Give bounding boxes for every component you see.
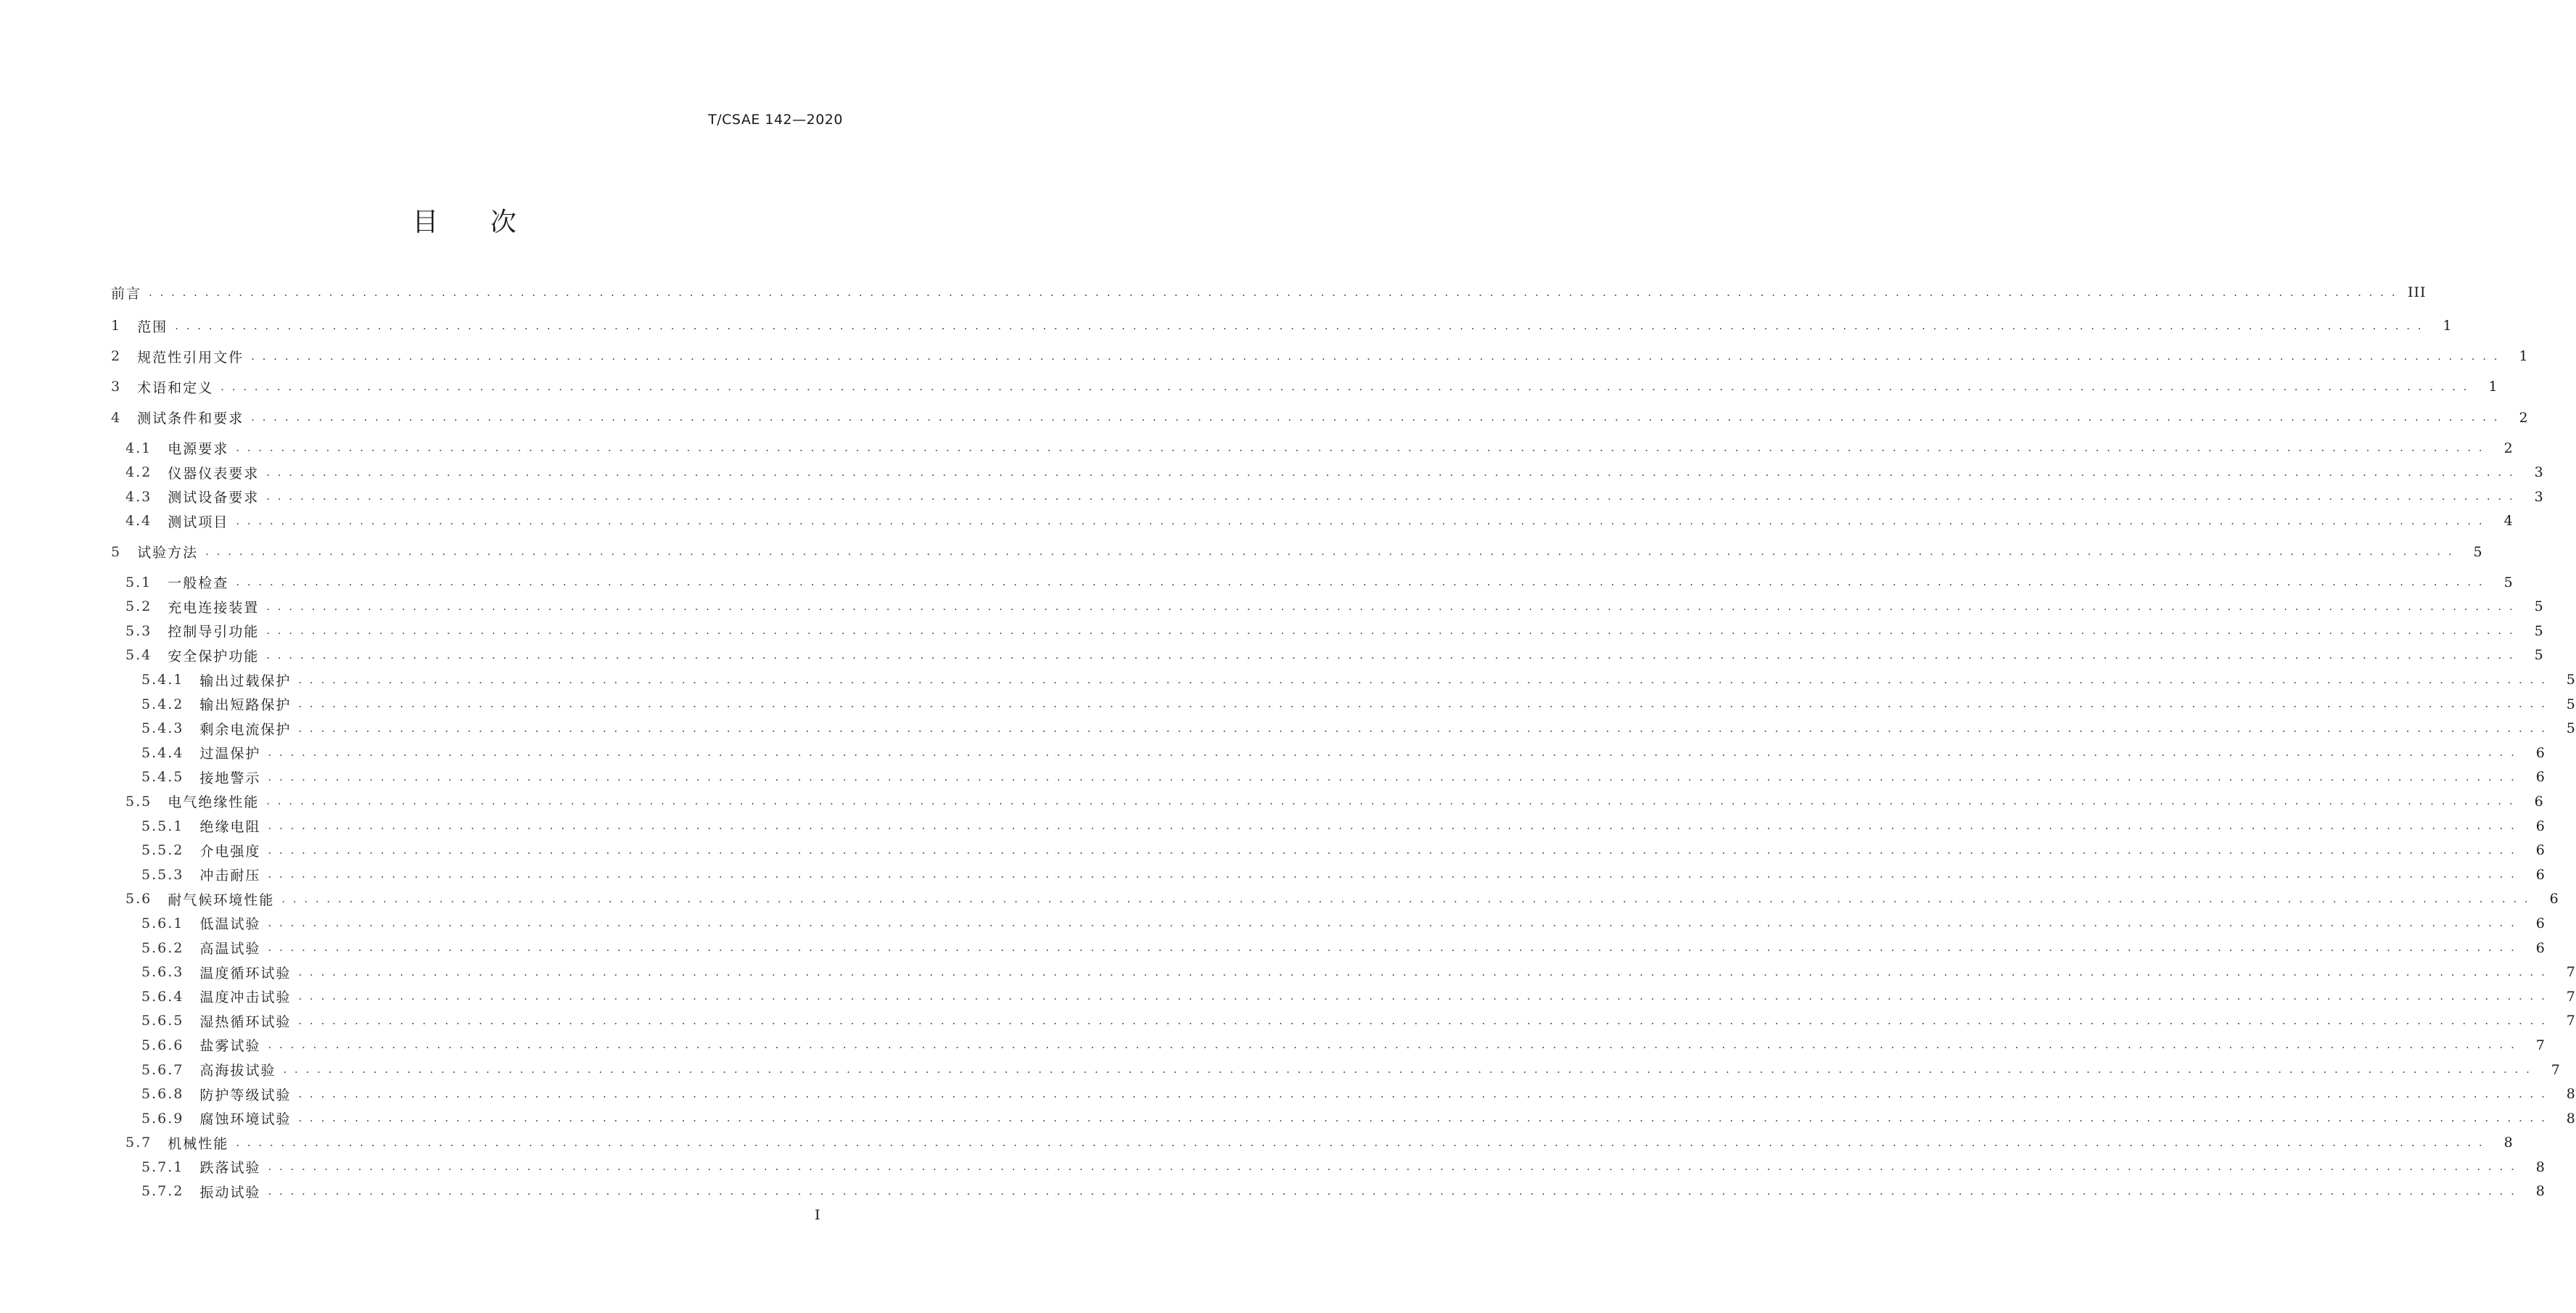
toc-entry-label: 范围 <box>137 318 168 335</box>
toc-entry-page: 6 <box>2535 769 2546 786</box>
toc-entry[interactable] <box>111 1155 2546 1180</box>
toc-entry-page: 5 <box>2566 720 2576 737</box>
toc-entry-label: 接地警示 <box>199 770 261 786</box>
toc-entry-label: 测试项目 <box>168 514 229 530</box>
toc-entry-number: 5.6.5 <box>141 1013 184 1029</box>
toc-entry-label: 过温保护 <box>199 746 261 762</box>
toc-entry-number: 5.6.6 <box>141 1037 184 1053</box>
toc-entry-number: 5.2 <box>125 598 152 615</box>
toc-entry-label: 安全保护功能 <box>168 648 260 664</box>
toc-entry-label: 控制导引功能 <box>168 624 260 641</box>
toc-entry-page: 6 <box>2534 793 2544 810</box>
toc-entry-number: 5.4.4 <box>141 744 184 761</box>
toc-entry[interactable] <box>111 960 2576 984</box>
toc-entry-page: 6 <box>2535 818 2546 834</box>
dot-leader: . . . . . . . . . . . . . . . . . . . . . . . . . . . . . . . . . . . . . . . . . . . . . . . . . . . . . . . . . . . . . . . . . . . . . . . . . . . . . . . . . . . . . . . . . . . . . . . . . . . . . . . . . . . . . . . . . . . . . . . . . . . . . . . . . . . . . . . . . . . . . . . . . . . . . . . . . . . . . . . . . . . . . . . . . . . . . . . . . . . . . . . . . . . . . . . . . . . . . . . . <box>298 1111 2547 1125</box>
table-of-contents <box>111 277 2576 1203</box>
toc-entry-number: 4.1 <box>125 440 152 456</box>
toc-entry-number: 5.1 <box>125 574 152 590</box>
toc-entry-label: 一般检查 <box>168 575 229 592</box>
dot-leader: . . . . . . . . . . . . . . . . . . . . . . . . . . . . . . . . . . . . . . . . . . . . . . . . . . . . . . . . . . . . . . . . . . . . . . . . . . . . . . . . . . . . . . . . . . . . . . . . . . . . . . . . . . . . . . . . . . . . . . . . . . . . . . . . . . . . . . . . . . . . . . . . . . . . . . . . . . . . . . . . . . . . . . . . . . . . . . . . . . . . . . . . . . . . . . . . . . . . . . . . <box>298 989 2547 1003</box>
dot-leader: . . . . . . . . . . . . . . . . . . . . . . . . . . . . . . . . . . . . . . . . . . . . . . . . . . . . . . . . . . . . . . . . . . . . . . . . . . . . . . . . . . . . . . . . . . . . . . . . . . . . . . . . . . . . . . . . . . . . . . . . . . . . . . . . . . . . . . . . . . . . . . . . . . . . . . . . . . . . . . . . . . . . . . . . . . . . . . . . . . . . . . . . . . . . . . . . . . . . . . . . <box>221 379 2469 393</box>
toc-entry-page: 3 <box>2534 464 2544 481</box>
toc-entry-label: 高海拔试验 <box>199 1063 276 1079</box>
dot-leader: . . . . . . . . . . . . . . . . . . . . . . . . . . . . . . . . . . . . . . . . . . . . . . . . . . . . . . . . . . . . . . . . . . . . . . . . . . . . . . . . . . . . . . . . . . . . . . . . . . . . . . . . . . . . . . . . . . . . . . . . . . . . . . . . . . . . . . . . . . . . . . . . . . . . . . . . . . . . . . . . . . . . . . . . . . . . . . . . . . . . . . . . . . . . . . . . . . . . . . . . <box>268 746 2517 760</box>
toc-entry-label: 腐蚀环境试验 <box>199 1111 292 1128</box>
dot-leader: . . . . . . . . . . . . . . . . . . . . . . . . . . . . . . . . . . . . . . . . . . . . . . . . . . . . . . . . . . . . . . . . . . . . . . . . . . . . . . . . . . . . . . . . . . . . . . . . . . . . . . . . . . . . . . . . . . . . . . . . . . . . . . . . . . . . . . . . . . . . . . . . . . . . . . . . . . . . . . . . . . . . . . . . . . . . . . . . . . . . . . . . . . . . . . . . . . . . . . . . <box>298 1087 2547 1100</box>
dot-leader: . . . . . . . . . . . . . . . . . . . . . . . . . . . . . . . . . . . . . . . . . . . . . . . . . . . . . . . . . . . . . . . . . . . . . . . . . . . . . . . . . . . . . . . . . . . . . . . . . . . . . . . . . . . . . . . . . . . . . . . . . . . . . . . . . . . . . . . . . . . . . . . . . . . . . . . . . . . . . . . . . . . . . . . . . . . . . . . . . . . . . . . . . . . . . . . . . . . . . . . . <box>266 624 2515 638</box>
dot-leader: . . . . . . . . . . . . . . . . . . . . . . . . . . . . . . . . . . . . . . . . . . . . . . . . . . . . . . . . . . . . . . . . . . . . . . . . . . . . . . . . . . . . . . . . . . . . . . . . . . . . . . . . . . . . . . . . . . . . . . . . . . . . . . . . . . . . . . . . . . . . . . . . . . . . . . . . . . . . . . . . . . . . . . . . . . . . . . . . . . . . . . . . . . . . . . . . . . . . . . . . <box>268 819 2517 833</box>
toc-entry[interactable] <box>111 789 2544 814</box>
toc-entry-number: 1 <box>111 318 122 334</box>
toc-entry[interactable] <box>111 984 2576 1009</box>
dot-leader: . . . . . . . . . . . . . . . . . . . . . . . . . . . . . . . . . . . . . . . . . . . . . . . . . . . . . . . . . . . . . . . . . . . . . . . . . . . . . . . . . . . . . . . . . . . . . . . . . . . . . . . . . . . . . . . . . . . . . . . . . . . . . . . . . . . . . . . . . . . . . . . . . . . . . . . . . . . . . . . . . . . . . . . . . . . . . . . . . . . . . . . . . . . . . . . . . . . . . . . . <box>266 490 2515 503</box>
toc-entry-number: 5.5.3 <box>141 866 184 883</box>
toc-entry[interactable] <box>111 1106 2576 1131</box>
toc-entry[interactable] <box>111 1058 2561 1082</box>
dot-leader: . . . . . . . . . . . . . . . . . . . . . . . . . . . . . . . . . . . . . . . . . . . . . . . . . . . . . . . . . . . . . . . . . . . . . . . . . . . . . . . . . . . . . . . . . . . . . . . . . . . . . . . . . . . . . . . . . . . . . . . . . . . . . . . . . . . . . . . . . . . . . . . . . . . . . . . . . . . . . . . . . . . . . . . . . . . . . . . . . . . . . . . . . . . . . . . . . . . . . . . . <box>298 1013 2547 1027</box>
toc-entry[interactable] <box>111 540 2483 564</box>
toc-entry-label: 输出短路保护 <box>199 697 292 714</box>
toc-entry-label: 测试设备要求 <box>168 490 260 506</box>
toc-entry-number: 4.2 <box>125 464 152 481</box>
dot-leader: . . . . . . . . . . . . . . . . . . . . . . . . . . . . . . . . . . . . . . . . . . . . . . . . . . . . . . . . . . . . . . . . . . . . . . . . . . . . . . . . . . . . . . . . . . . . . . . . . . . . . . . . . . . . . . . . . . . . . . . . . . . . . . . . . . . . . . . . . . . . . . . . . . . . . . . . . . . . . . . . . . . . . . . . . . . . . . . . . . . . . . . . . . . . . . . . . . . . . . . . <box>266 794 2515 808</box>
toc-entry-page: III <box>2407 284 2427 300</box>
toc-entry-page: 3 <box>2534 488 2544 505</box>
toc-entry-page: 5 <box>2473 543 2483 560</box>
toc-entry[interactable] <box>111 692 2576 717</box>
toc-entry-label: 绝缘电阻 <box>199 819 261 836</box>
toc-entry-number: 5.4.5 <box>141 769 184 786</box>
toc-entry-label: 试验方法 <box>137 545 199 561</box>
toc-entry[interactable] <box>111 375 2498 400</box>
toc-entry[interactable] <box>111 643 2544 668</box>
toc-entry[interactable] <box>111 345 2529 369</box>
dot-leader: . . . . . . . . . . . . . . . . . . . . . . . . . . . . . . . . . . . . . . . . . . . . . . . . . . . . . . . . . . . . . . . . . . . . . . . . . . . . . . . . . . . . . . . . . . . . . . . . . . . . . . . . . . . . . . . . . . . . . . . . . . . . . . . . . . . . . . . . . . . . . . . . . . . . . . . . . . . . . . . . . . . . . . . . . . . . . . . . . . . . . . . . . . . . . . . . . . . . . . . . <box>175 318 2424 332</box>
toc-entry-label: 测试条件和要求 <box>137 411 244 427</box>
toc-entry-label: 剩余电流保护 <box>199 721 292 738</box>
toc-entry[interactable] <box>111 509 2514 534</box>
toc-entry-page: 6 <box>2535 842 2546 859</box>
toc-entry-number: 5.6 <box>125 891 152 907</box>
toc-entry-label: 电气绝缘性能 <box>168 794 260 811</box>
dot-leader: . . . . . . . . . . . . . . . . . . . . . . . . . . . . . . . . . . . . . . . . . . . . . . . . . . . . . . . . . . . . . . . . . . . . . . . . . . . . . . . . . . . . . . . . . . . . . . . . . . . . . . . . . . . . . . . . . . . . . . . . . . . . . . . . . . . . . . . . . . . . . . . . . . . . . . . . . . . . . . . . . . . . . . . . . . . . . . . . . . . . . . . . . . . . . . . . . . . . . . . . <box>283 1063 2532 1077</box>
toc-entry-label: 耐气候环境性能 <box>168 892 275 908</box>
page-number: I <box>815 1207 820 1223</box>
toc-entry-label: 温度循环试验 <box>199 965 292 981</box>
toc-entry-label: 振动试验 <box>199 1184 261 1201</box>
toc-entry-page: 1 <box>2488 379 2498 395</box>
toc-entry-number: 5.4.2 <box>141 696 184 712</box>
dot-leader: . . . . . . . . . . . . . . . . . . . . . . . . . . . . . . . . . . . . . . . . . . . . . . . . . . . . . . . . . . . . . . . . . . . . . . . . . . . . . . . . . . . . . . . . . . . . . . . . . . . . . . . . . . . . . . . . . . . . . . . . . . . . . . . . . . . . . . . . . . . . . . . . . . . . . . . . . . . . . . . . . . . . . . . . . . . . . . . . . . . . . . . . . . . . . . . . . . . . . . . . <box>149 285 2398 299</box>
toc-entry-label: 机械性能 <box>168 1135 229 1152</box>
toc-entry[interactable] <box>111 436 2514 461</box>
toc-entry[interactable] <box>111 594 2544 619</box>
toc-entry-label: 仪器仪表要求 <box>168 465 260 482</box>
dot-leader: . . . . . . . . . . . . . . . . . . . . . . . . . . . . . . . . . . . . . . . . . . . . . . . . . . . . . . . . . . . . . . . . . . . . . . . . . . . . . . . . . . . . . . . . . . . . . . . . . . . . . . . . . . . . . . . . . . . . . . . . . . . . . . . . . . . . . . . . . . . . . . . . . . . . . . . . . . . . . . . . . . . . . . . . . . . . . . . . . . . . . . . . . . . . . . . . . . . . . . . . <box>268 916 2517 930</box>
toc-entry-number: 5.6.7 <box>141 1061 184 1078</box>
dot-leader: . . . . . . . . . . . . . . . . . . . . . . . . . . . . . . . . . . . . . . . . . . . . . . . . . . . . . . . . . . . . . . . . . . . . . . . . . . . . . . . . . . . . . . . . . . . . . . . . . . . . . . . . . . . . . . . . . . . . . . . . . . . . . . . . . . . . . . . . . . . . . . . . . . . . . . . . . . . . . . . . . . . . . . . . . . . . . . . . . . . . . . . . . . . . . . . . . . . . . . . . <box>298 672 2547 686</box>
dot-leader: . . . . . . . . . . . . . . . . . . . . . . . . . . . . . . . . . . . . . . . . . . . . . . . . . . . . . . . . . . . . . . . . . . . . . . . . . . . . . . . . . . . . . . . . . . . . . . . . . . . . . . . . . . . . . . . . . . . . . . . . . . . . . . . . . . . . . . . . . . . . . . . . . . . . . . . . . . . . . . . . . . . . . . . . . . . . . . . . . . . . . . . . . . . . . . . . . . . . . . . . <box>281 892 2530 905</box>
toc-entry-page: 8 <box>2503 1135 2514 1151</box>
toc-entry-page: 7 <box>2551 1061 2561 1078</box>
page-title: 目 次 <box>412 207 538 237</box>
toc-entry-page: 1 <box>2443 318 2453 334</box>
toc-entry-label: 温度冲击试验 <box>199 989 292 1006</box>
toc-entry[interactable] <box>111 570 2514 595</box>
toc-entry-label: 跌落试验 <box>199 1160 261 1177</box>
dot-leader: . . . . . . . . . . . . . . . . . . . . . . . . . . . . . . . . . . . . . . . . . . . . . . . . . . . . . . . . . . . . . . . . . . . . . . . . . . . . . . . . . . . . . . . . . . . . . . . . . . . . . . . . . . . . . . . . . . . . . . . . . . . . . . . . . . . . . . . . . . . . . . . . . . . . . . . . . . . . . . . . . . . . . . . . . . . . . . . . . . . . . . . . . . . . . . . . . . . . . . . . <box>251 349 2500 363</box>
dot-leader: . . . . . . . . . . . . . . . . . . . . . . . . . . . . . . . . . . . . . . . . . . . . . . . . . . . . . . . . . . . . . . . . . . . . . . . . . . . . . . . . . . . . . . . . . . . . . . . . . . . . . . . . . . . . . . . . . . . . . . . . . . . . . . . . . . . . . . . . . . . . . . . . . . . . . . . . . . . . . . . . . . . . . . . . . . . . . . . . . . . . . . . . . . . . . . . . . . . . . . . . <box>236 441 2485 455</box>
toc-entry-label: 高温试验 <box>199 941 261 958</box>
dot-leader: . . . . . . . . . . . . . . . . . . . . . . . . . . . . . . . . . . . . . . . . . . . . . . . . . . . . . . . . . . . . . . . . . . . . . . . . . . . . . . . . . . . . . . . . . . . . . . . . . . . . . . . . . . . . . . . . . . . . . . . . . . . . . . . . . . . . . . . . . . . . . . . . . . . . . . . . . . . . . . . . . . . . . . . . . . . . . . . . . . . . . . . . . . . . . . . . . . . . . . . . <box>268 1038 2517 1052</box>
toc-entry[interactable] <box>111 1131 2514 1156</box>
dot-leader: . . . . . . . . . . . . . . . . . . . . . . . . . . . . . . . . . . . . . . . . . . . . . . . . . . . . . . . . . . . . . . . . . . . . . . . . . . . . . . . . . . . . . . . . . . . . . . . . . . . . . . . . . . . . . . . . . . . . . . . . . . . . . . . . . . . . . . . . . . . . . . . . . . . . . . . . . . . . . . . . . . . . . . . . . . . . . . . . . . . . . . . . . . . . . . . . . . . . . . . . <box>205 545 2454 559</box>
toc-entry[interactable] <box>111 741 2546 765</box>
toc-entry-number: 5.7.1 <box>141 1158 184 1175</box>
dot-leader: . . . . . . . . . . . . . . . . . . . . . . . . . . . . . . . . . . . . . . . . . . . . . . . . . . . . . . . . . . . . . . . . . . . . . . . . . . . . . . . . . . . . . . . . . . . . . . . . . . . . . . . . . . . . . . . . . . . . . . . . . . . . . . . . . . . . . . . . . . . . . . . . . . . . . . . . . . . . . . . . . . . . . . . . . . . . . . . . . . . . . . . . . . . . . . . . . . . . . . . . <box>268 843 2517 857</box>
toc-entry-number: 5 <box>111 543 122 560</box>
toc-entry-number: 5.4 <box>125 647 152 664</box>
dot-leader: . . . . . . . . . . . . . . . . . . . . . . . . . . . . . . . . . . . . . . . . . . . . . . . . . . . . . . . . . . . . . . . . . . . . . . . . . . . . . . . . . . . . . . . . . . . . . . . . . . . . . . . . . . . . . . . . . . . . . . . . . . . . . . . . . . . . . . . . . . . . . . . . . . . . . . . . . . . . . . . . . . . . . . . . . . . . . . . . . . . . . . . . . . . . . . . . . . . . . . . . <box>268 1184 2517 1198</box>
dot-leader: . . . . . . . . . . . . . . . . . . . . . . . . . . . . . . . . . . . . . . . . . . . . . . . . . . . . . . . . . . . . . . . . . . . . . . . . . . . . . . . . . . . . . . . . . . . . . . . . . . . . . . . . . . . . . . . . . . . . . . . . . . . . . . . . . . . . . . . . . . . . . . . . . . . . . . . . . . . . . . . . . . . . . . . . . . . . . . . . . . . . . . . . . . . . . . . . . . . . . . . . <box>266 599 2515 613</box>
toc-entry[interactable] <box>111 485 2544 509</box>
dot-leader: . . . . . . . . . . . . . . . . . . . . . . . . . . . . . . . . . . . . . . . . . . . . . . . . . . . . . . . . . . . . . . . . . . . . . . . . . . . . . . . . . . . . . . . . . . . . . . . . . . . . . . . . . . . . . . . . . . . . . . . . . . . . . . . . . . . . . . . . . . . . . . . . . . . . . . . . . . . . . . . . . . . . . . . . . . . . . . . . . . . . . . . . . . . . . . . . . . . . . . . . <box>298 965 2547 979</box>
toc-entry-label: 防护等级试验 <box>199 1087 292 1103</box>
toc-entry-number: 5.6.2 <box>141 939 184 956</box>
dot-leader: . . . . . . . . . . . . . . . . . . . . . . . . . . . . . . . . . . . . . . . . . . . . . . . . . . . . . . . . . . . . . . . . . . . . . . . . . . . . . . . . . . . . . . . . . . . . . . . . . . . . . . . . . . . . . . . . . . . . . . . . . . . . . . . . . . . . . . . . . . . . . . . . . . . . . . . . . . . . . . . . . . . . . . . . . . . . . . . . . . . . . . . . . . . . . . . . . . . . . . . . <box>268 868 2517 881</box>
toc-entry-label: 充电连接装置 <box>168 599 260 616</box>
toc-entry[interactable] <box>111 1033 2546 1058</box>
toc-entry-number: 5.3 <box>125 622 152 639</box>
toc-entry-number: 5.5.1 <box>141 818 184 834</box>
toc-entry[interactable] <box>111 838 2546 863</box>
dot-leader: . . . . . . . . . . . . . . . . . . . . . . . . . . . . . . . . . . . . . . . . . . . . . . . . . . . . . . . . . . . . . . . . . . . . . . . . . . . . . . . . . . . . . . . . . . . . . . . . . . . . . . . . . . . . . . . . . . . . . . . . . . . . . . . . . . . . . . . . . . . . . . . . . . . . . . . . . . . . . . . . . . . . . . . . . . . . . . . . . . . . . . . . . . . . . . . . . . . . . . . . <box>251 411 2500 424</box>
toc-entry-label: 冲击耐压 <box>199 868 261 884</box>
toc-entry-page: 7 <box>2535 1037 2546 1053</box>
toc-entry-page: 6 <box>2535 744 2546 761</box>
toc-entry-number: 4.4 <box>125 513 152 530</box>
toc-entry[interactable] <box>111 716 2576 741</box>
toc-entry-page: 8 <box>2535 1183 2546 1200</box>
toc-entry-label: 湿热循环试验 <box>199 1013 292 1030</box>
toc-entry[interactable] <box>111 314 2453 339</box>
toc-entry-page: 5 <box>2503 574 2514 590</box>
dot-leader: . . . . . . . . . . . . . . . . . . . . . . . . . . . . . . . . . . . . . . . . . . . . . . . . . . . . . . . . . . . . . . . . . . . . . . . . . . . . . . . . . . . . . . . . . . . . . . . . . . . . . . . . . . . . . . . . . . . . . . . . . . . . . . . . . . . . . . . . . . . . . . . . . . . . . . . . . . . . . . . . . . . . . . . . . . . . . . . . . . . . . . . . . . . . . . . . . . . . . . . . <box>236 1135 2485 1149</box>
toc-entry-page: 5 <box>2534 622 2544 639</box>
toc-entry[interactable] <box>111 863 2546 887</box>
toc-entry-number: 5.4.1 <box>141 672 184 688</box>
toc-entry[interactable] <box>111 887 2559 912</box>
toc-entry-page: 2 <box>2503 440 2514 456</box>
toc-entry-page: 8 <box>2535 1158 2546 1175</box>
toc-entry-number: 5.5 <box>125 793 152 810</box>
toc-entry-page: 5 <box>2534 647 2544 664</box>
toc-entry-label: 介电强度 <box>199 843 261 860</box>
toc-entry-number: 5.7.2 <box>141 1183 184 1200</box>
toc-entry-label: 输出过载保护 <box>199 672 292 689</box>
toc-entry-page: 6 <box>2535 939 2546 956</box>
toc-entry-number: 4 <box>111 409 122 426</box>
toc-entry[interactable] <box>111 911 2546 936</box>
toc-entry-page: 2 <box>2519 409 2529 426</box>
toc-entry[interactable] <box>111 406 2529 430</box>
document-code: T/CSAE 142—2020 <box>708 112 843 128</box>
toc-entry[interactable] <box>111 277 2427 308</box>
toc-entry-label: 电源要求 <box>168 441 229 458</box>
dot-leader: . . . . . . . . . . . . . . . . . . . . . . . . . . . . . . . . . . . . . . . . . . . . . . . . . . . . . . . . . . . . . . . . . . . . . . . . . . . . . . . . . . . . . . . . . . . . . . . . . . . . . . . . . . . . . . . . . . . . . . . . . . . . . . . . . . . . . . . . . . . . . . . . . . . . . . . . . . . . . . . . . . . . . . . . . . . . . . . . . . . . . . . . . . . . . . . . . . . . . . . . <box>268 1160 2517 1174</box>
toc-entry[interactable] <box>111 460 2544 485</box>
toc-entry[interactable] <box>111 1009 2576 1034</box>
toc-entry[interactable] <box>111 936 2546 960</box>
dot-leader: . . . . . . . . . . . . . . . . . . . . . . . . . . . . . . . . . . . . . . . . . . . . . . . . . . . . . . . . . . . . . . . . . . . . . . . . . . . . . . . . . . . . . . . . . . . . . . . . . . . . . . . . . . . . . . . . . . . . . . . . . . . . . . . . . . . . . . . . . . . . . . . . . . . . . . . . . . . . . . . . . . . . . . . . . . . . . . . . . . . . . . . . . . . . . . . . . . . . . . . . <box>236 575 2485 589</box>
dot-leader: . . . . . . . . . . . . . . . . . . . . . . . . . . . . . . . . . . . . . . . . . . . . . . . . . . . . . . . . . . . . . . . . . . . . . . . . . . . . . . . . . . . . . . . . . . . . . . . . . . . . . . . . . . . . . . . . . . . . . . . . . . . . . . . . . . . . . . . . . . . . . . . . . . . . . . . . . . . . . . . . . . . . . . . . . . . . . . . . . . . . . . . . . . . . . . . . . . . . . . . . <box>268 770 2517 783</box>
toc-entry-page: 5 <box>2566 672 2576 688</box>
toc-entry[interactable] <box>111 619 2544 643</box>
toc-entry-page: 7 <box>2566 1013 2576 1029</box>
toc-entry-number: 5.6.3 <box>141 964 184 981</box>
toc-entry-number: 5.5.2 <box>141 842 184 859</box>
toc-entry-page: 5 <box>2534 598 2544 615</box>
toc-entry[interactable] <box>111 667 2576 692</box>
dot-leader: . . . . . . . . . . . . . . . . . . . . . . . . . . . . . . . . . . . . . . . . . . . . . . . . . . . . . . . . . . . . . . . . . . . . . . . . . . . . . . . . . . . . . . . . . . . . . . . . . . . . . . . . . . . . . . . . . . . . . . . . . . . . . . . . . . . . . . . . . . . . . . . . . . . . . . . . . . . . . . . . . . . . . . . . . . . . . . . . . . . . . . . . . . . . . . . . . . . . . . . . <box>236 514 2485 527</box>
dot-leader: . . . . . . . . . . . . . . . . . . . . . . . . . . . . . . . . . . . . . . . . . . . . . . . . . . . . . . . . . . . . . . . . . . . . . . . . . . . . . . . . . . . . . . . . . . . . . . . . . . . . . . . . . . . . . . . . . . . . . . . . . . . . . . . . . . . . . . . . . . . . . . . . . . . . . . . . . . . . . . . . . . . . . . . . . . . . . . . . . . . . . . . . . . . . . . . . . . . . . . . . <box>298 697 2547 711</box>
toc-entry-number: 5.6.4 <box>141 988 184 1005</box>
toc-entry-number: 4.3 <box>125 488 152 505</box>
toc-entry-label: 盐雾试验 <box>199 1038 261 1055</box>
toc-entry-number: 5.6.1 <box>141 915 184 931</box>
toc-entry-page: 6 <box>2549 891 2559 907</box>
toc-entry-page: 7 <box>2566 988 2576 1005</box>
toc-entry-number: 5.6.8 <box>141 1086 184 1103</box>
toc-entry-label: 低温试验 <box>199 916 261 933</box>
toc-entry-page: 5 <box>2566 696 2576 712</box>
toc-entry-label: 前言 <box>111 285 142 302</box>
toc-entry-page: 6 <box>2535 866 2546 883</box>
toc-entry-page: 1 <box>2519 348 2529 365</box>
dot-leader: . . . . . . . . . . . . . . . . . . . . . . . . . . . . . . . . . . . . . . . . . . . . . . . . . . . . . . . . . . . . . . . . . . . . . . . . . . . . . . . . . . . . . . . . . . . . . . . . . . . . . . . . . . . . . . . . . . . . . . . . . . . . . . . . . . . . . . . . . . . . . . . . . . . . . . . . . . . . . . . . . . . . . . . . . . . . . . . . . . . . . . . . . . . . . . . . . . . . . . . . <box>298 721 2547 735</box>
toc-entry[interactable] <box>111 1180 2546 1204</box>
toc-entry-number: 2 <box>111 348 122 365</box>
toc-entry-number: 5.6.9 <box>141 1110 184 1127</box>
toc-entry[interactable] <box>111 1082 2576 1106</box>
toc-entry[interactable] <box>111 814 2546 839</box>
dot-leader: . . . . . . . . . . . . . . . . . . . . . . . . . . . . . . . . . . . . . . . . . . . . . . . . . . . . . . . . . . . . . . . . . . . . . . . . . . . . . . . . . . . . . . . . . . . . . . . . . . . . . . . . . . . . . . . . . . . . . . . . . . . . . . . . . . . . . . . . . . . . . . . . . . . . . . . . . . . . . . . . . . . . . . . . . . . . . . . . . . . . . . . . . . . . . . . . . . . . . . . . <box>268 941 2517 955</box>
toc-entry-page: 4 <box>2503 513 2514 530</box>
dot-leader: . . . . . . . . . . . . . . . . . . . . . . . . . . . . . . . . . . . . . . . . . . . . . . . . . . . . . . . . . . . . . . . . . . . . . . . . . . . . . . . . . . . . . . . . . . . . . . . . . . . . . . . . . . . . . . . . . . . . . . . . . . . . . . . . . . . . . . . . . . . . . . . . . . . . . . . . . . . . . . . . . . . . . . . . . . . . . . . . . . . . . . . . . . . . . . . . . . . . . . . . <box>266 648 2515 662</box>
toc-entry-label: 术语和定义 <box>137 379 214 396</box>
dot-leader: . . . . . . . . . . . . . . . . . . . . . . . . . . . . . . . . . . . . . . . . . . . . . . . . . . . . . . . . . . . . . . . . . . . . . . . . . . . . . . . . . . . . . . . . . . . . . . . . . . . . . . . . . . . . . . . . . . . . . . . . . . . . . . . . . . . . . . . . . . . . . . . . . . . . . . . . . . . . . . . . . . . . . . . . . . . . . . . . . . . . . . . . . . . . . . . . . . . . . . . . <box>266 465 2515 479</box>
toc-entry-number: 5.7 <box>125 1135 152 1151</box>
toc-entry-page: 8 <box>2566 1086 2576 1103</box>
toc-entry-label: 规范性引用文件 <box>137 349 244 366</box>
toc-entry-number: 5.4.3 <box>141 720 184 737</box>
toc-entry[interactable] <box>111 765 2546 790</box>
toc-entry-page: 7 <box>2566 964 2576 981</box>
toc-entry-page: 8 <box>2566 1110 2576 1127</box>
toc-entry-page: 6 <box>2535 915 2546 931</box>
toc-entry-number: 3 <box>111 379 122 395</box>
